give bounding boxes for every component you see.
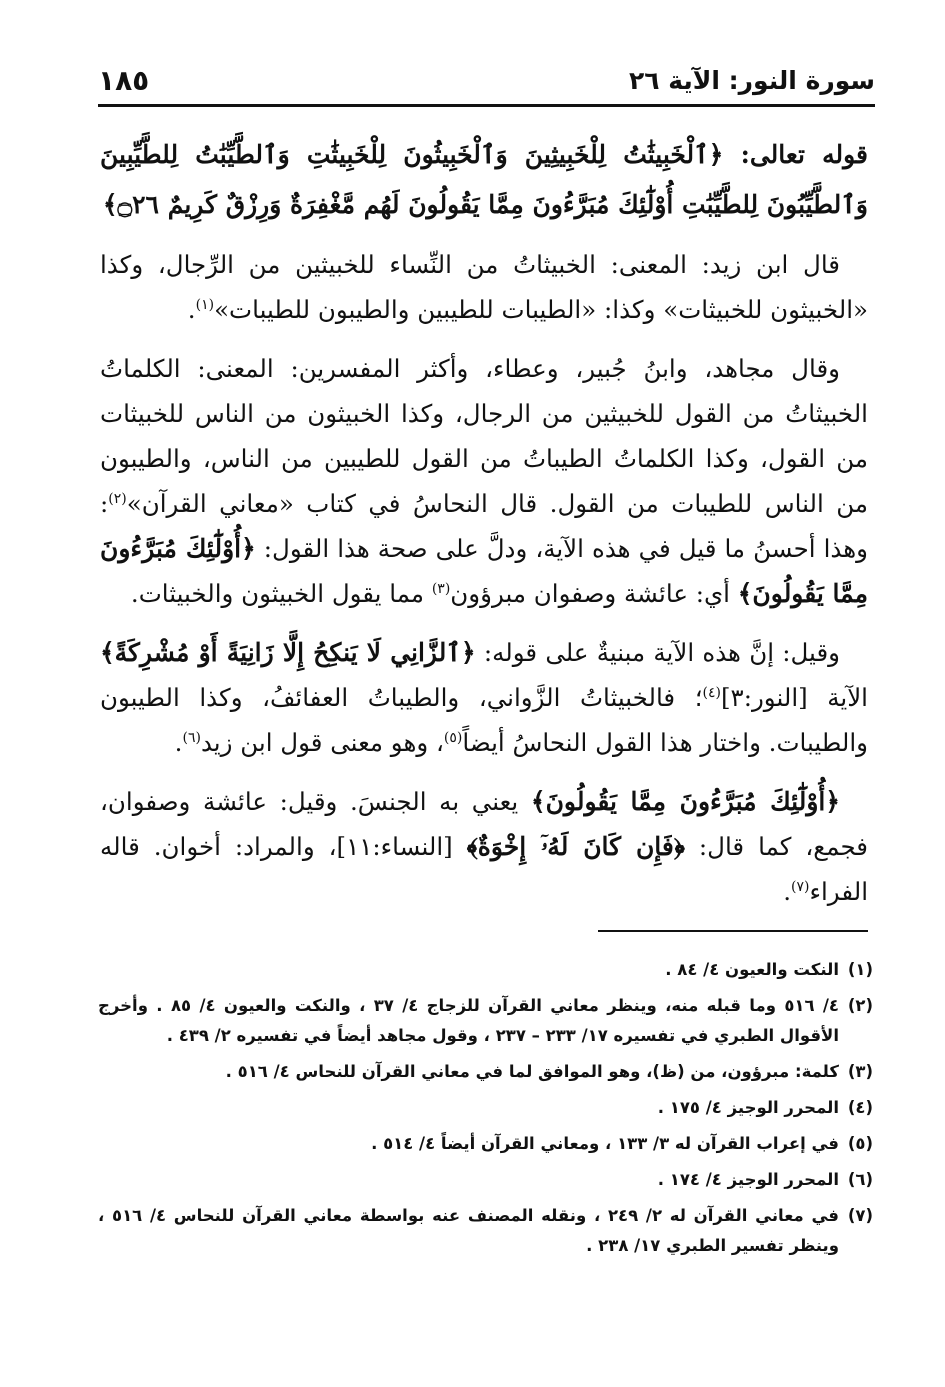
footnote-item [98, 1165, 873, 1195]
footnote-item [98, 1201, 873, 1261]
paragraph-text: . [174, 728, 183, 757]
paragraph-text: الآية [النور:٣] [720, 683, 868, 712]
footnote-text: النكت والعيون ٤/ ٨٤ . [665, 960, 839, 979]
footnote-item [98, 955, 873, 985]
footnote-separator [598, 930, 868, 932]
quran-quote: ﴿ٱلزَّانِي لَا يَنكِحُ إِلَّا زَانِيَةً أَوْ مُشْرِكَةً﴾ [100, 638, 476, 667]
paragraph-text: [النساء:١١]، والمراد: أخوان. قاله الفراء [100, 832, 868, 906]
paragraph-ibn-zayd [100, 242, 868, 332]
footnote-text: في معاني القرآن له ٢/ ٢٤٩ ، ونقله المصنف عنه بواسطة معاني القرآن للنحاس ٤/ ٥١٦ ، وينظر تفسير الطبري ١٧/ ٢٣٨ . [98, 1206, 839, 1255]
footnote-item [98, 991, 873, 1051]
paragraph-mujahid [100, 346, 868, 616]
paragraph-text: مما يقول الخبيثون والخبيثات. [130, 579, 432, 608]
paragraph-text: ؛ فالخبيثاتُ الزَّواني، والطيباتُ العفائفُ، وكذا الطيبون والطيبات. واختار هذا القول النحاسُ أيضاً [100, 683, 868, 757]
main-text [100, 130, 868, 914]
footnote-ref: (٢) [108, 490, 127, 507]
footnote-number: (٥) [847, 1134, 873, 1153]
footnote-ref: (٦) [182, 729, 201, 746]
footnote-text: المحرر الوجيز ٤/ ١٧٥ . [657, 1098, 839, 1117]
paragraph-text: : وهذا أحسنُ ما قيل في هذه الآية، ودلَّ على صحة هذا القول: [100, 489, 868, 563]
footnote-ref: (٥) [443, 729, 463, 746]
footnote-number: (٦) [847, 1170, 873, 1189]
header-rule [98, 104, 875, 107]
footnote-number: (١) [847, 960, 873, 979]
footnote-item [98, 1129, 873, 1159]
verse-lead: قوله تعالى: [723, 140, 868, 169]
paragraph-text: أي: عائشة وصفوان مبرؤون [450, 579, 738, 608]
paragraph-text: وقيل: إنَّ هذه الآية مبنيةٌ على قوله: [475, 638, 840, 667]
footnote-number: (٢) [847, 996, 873, 1015]
paragraph-text: قال ابن زيد: المعنى: الخبيثاتُ من النِّساء للخبيثين من الرِّجال، وكذا «الخبيثون للخبيثات» وكذا: «الطيبات للطيبين والطيبون للطيبات» [100, 250, 868, 324]
paragraph-text: ، وهو معنى قول ابن زيد [200, 728, 444, 757]
footnote-ref: (٤) [702, 684, 721, 701]
footnote-ref: (٣) [431, 580, 451, 597]
footnotes [98, 955, 873, 1267]
paragraph-text: . [783, 877, 792, 906]
paragraph-qila [100, 630, 868, 765]
footnote-number: (٤) [847, 1098, 873, 1117]
footnote-text: ٤/ ٥١٦ وما قبله منه، وينظر معاني القرآن للزجاج ٤/ ٣٧ ، والنكت والعيون ٤/ ٨٥ . وأخرج الأقوال الطبري في تفسيره ١٧/ ٢٣٣ – ٢٣٧ ، وقول مجاهد أيضاً في تفسيره ٢/ ٤٣٩ . [98, 996, 839, 1045]
paragraph-jins [100, 779, 868, 914]
footnote-item [98, 1093, 873, 1123]
page-header [98, 64, 875, 104]
footnote-ref: (١) [195, 296, 215, 313]
paragraph-text: يعني به الجنسَ. وقيل: عائشة وصفوان، فجمع، كما قال: [100, 787, 868, 861]
paragraph-text: وقال مجاهد، وابنُ جُبير، وعطاء، وأكثر المفسرين: المعنى: الكلماتُ الخبيثاتُ من القول للخبيثين من الرجال، وكذا الخبيثون من الناس للخبيثات من القول، وكذا الكلماتُ الطيباتُ من القول للطيبين من الناس، والطيبون من الناس للطيبات من القول. قال النحاسُ في كتاب «معاني القرآن» [100, 354, 868, 518]
footnote-ref: (٧) [791, 878, 810, 895]
quran-verse: ﴿ٱلْخَبِيثَٰتُ لِلْخَبِيثِينَ وَٱلْخَبِيثُونَ لِلْخَبِيثَٰتِ وَٱلطَّيِّبَٰتُ لِلطَّيِّبِينَ وَٱلطَّيِّبُونَ لِلطَّيِّبَٰتِ أُوْلَٰٓئِكَ مُبَرَّءُونَ مِمَّا يَقُولُونَ لَهُم مَّغْفِرَةٌ وَرِزْقٌ كَرِيمٌ ۝٢٦﴾ [100, 140, 868, 219]
footnote-item [98, 1057, 873, 1087]
quran-quote: ﴿فَإِن كَانَ لَهُۥٓ إِخْوَةٌ﴾ [466, 832, 685, 861]
quran-quote: ﴿أُوْلَٰٓئِكَ مُبَرَّءُونَ مِمَّا يَقُولُونَ﴾ [100, 534, 868, 608]
footnote-text: المحرر الوجيز ٤/ ١٧٤ . [657, 1170, 839, 1189]
paragraph-text: . [187, 295, 196, 324]
footnote-text: كلمة: مبرؤون، من (ظ)، وهو الموافق لما في معاني القرآن للنحاس ٤/ ٥١٦ . [225, 1062, 839, 1081]
footnote-number: (٧) [847, 1206, 873, 1225]
verse-block [100, 130, 868, 230]
quran-quote: ﴿أُوْلَٰٓئِكَ مُبَرَّءُونَ مِمَّا يَقُولُونَ﴾ [530, 787, 840, 816]
running-title: سورة النور: الآية ٢٦ [628, 66, 875, 95]
page-number: ١٨٥ [98, 64, 150, 97]
footnote-number: (٣) [847, 1062, 873, 1081]
footnote-text: في إعراب القرآن له ٣/ ١٣٣ ، ومعاني القرآن أيضاً ٤/ ٥١٤ . [371, 1134, 839, 1153]
